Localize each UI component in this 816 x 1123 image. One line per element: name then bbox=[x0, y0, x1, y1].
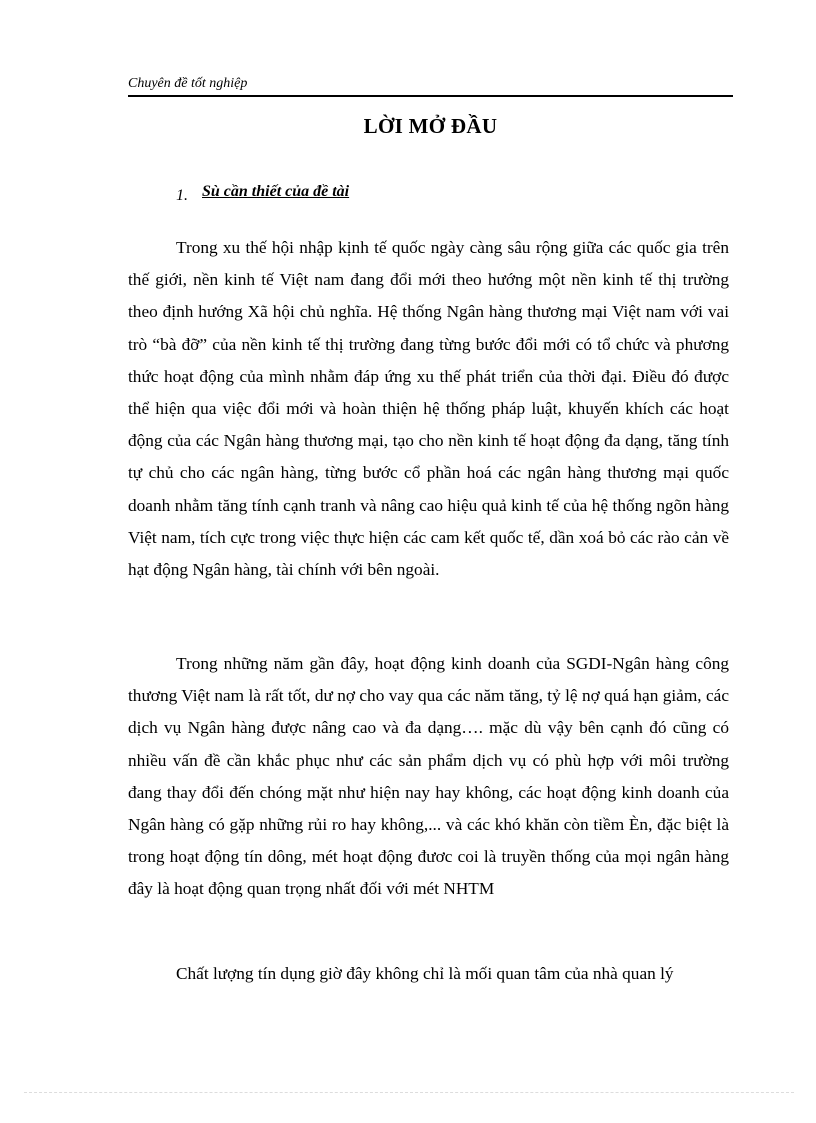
section-title: Sù cần thiết của đề tài bbox=[202, 183, 350, 200]
body-paragraph-2: Trong những năm gần đây, hoạt động kinh doanh của SGDI-Ngân hàng công thương Việt nam là rất tốt, dư nợ cho vay qua các năm tăng, tỷ lệ nợ quá hạn giảm, các dịch vụ Ngân hàng được nâng cao và đa dạng…. mặc dù vậy bên cạnh đó cũng có nhiều vấn đề cần khắc phục như các sản phẩm dịch vụ có phù hợp với môi trường đang thay đổi đến chóng mặt như hiện nay hay không, các hoạt động kinh doanh của Ngân hàng có gặp những rủi ro hay không,... và các khó khăn còn tiềm Èn, đặc biệt là trong hoạt động tín dông, mét hoạt động đươc coi là truyền thống của mọi ngân hàng đây là hoạt động quan trọng nhất đối với mét NHTM bbox=[128, 654, 729, 899]
section-heading bbox=[176, 183, 350, 204]
body-paragraph-1: Trong xu thế hội nhập kịnh tế quốc ngày càng sâu rộng giữa các quốc gia trên thế giới, nền kinh tế Việt nam đang đổi mới theo hướng một nền kinh tế thị trường theo định hướng Xã hội chủ nghĩa. Hệ thống Ngân hàng thương mại Việt nam với vai trò “bà đỡ” của nền kinh tế thị trường đang từng bước đổi mới có tổ chức và phương thức hoạt động của mình nhằm đáp ứng xu thế phát triển của thời đại. Điều đó được thể hiện qua việc đổi mới và hoàn thiện hệ thống pháp luật, khuyến khích các hoạt động của các Ngân hàng thương mại, tạo cho nền kinh tế hoạt động đa dạng, tăng tính tự chủ cho các ngân hàng, từng bước cổ phần hoá các ngân hàng thương mại quốc doanh nhằm tăng tính cạnh tranh và nâng cao hiệu quả kinh tế của hệ thống ngõn hàng Việt nam, tích cực trong việc thực hiện các cam kết quốc tế, dần xoá bỏ các rào cản về hạt động Ngân hàng, tài chính với bên ngoài. bbox=[128, 238, 729, 580]
page-title: LỜI MỞ ĐẦU bbox=[363, 114, 498, 138]
running-header: Chuyên đề tốt nghiệp bbox=[128, 76, 248, 91]
page-bottom-rule bbox=[24, 1092, 794, 1093]
header-rule bbox=[128, 95, 733, 97]
section-number: 1. bbox=[176, 187, 188, 204]
body-paragraph-3: Chất lượng tín dụng giờ đây không chỉ là mối quan tâm của nhà quan lý bbox=[176, 964, 674, 983]
